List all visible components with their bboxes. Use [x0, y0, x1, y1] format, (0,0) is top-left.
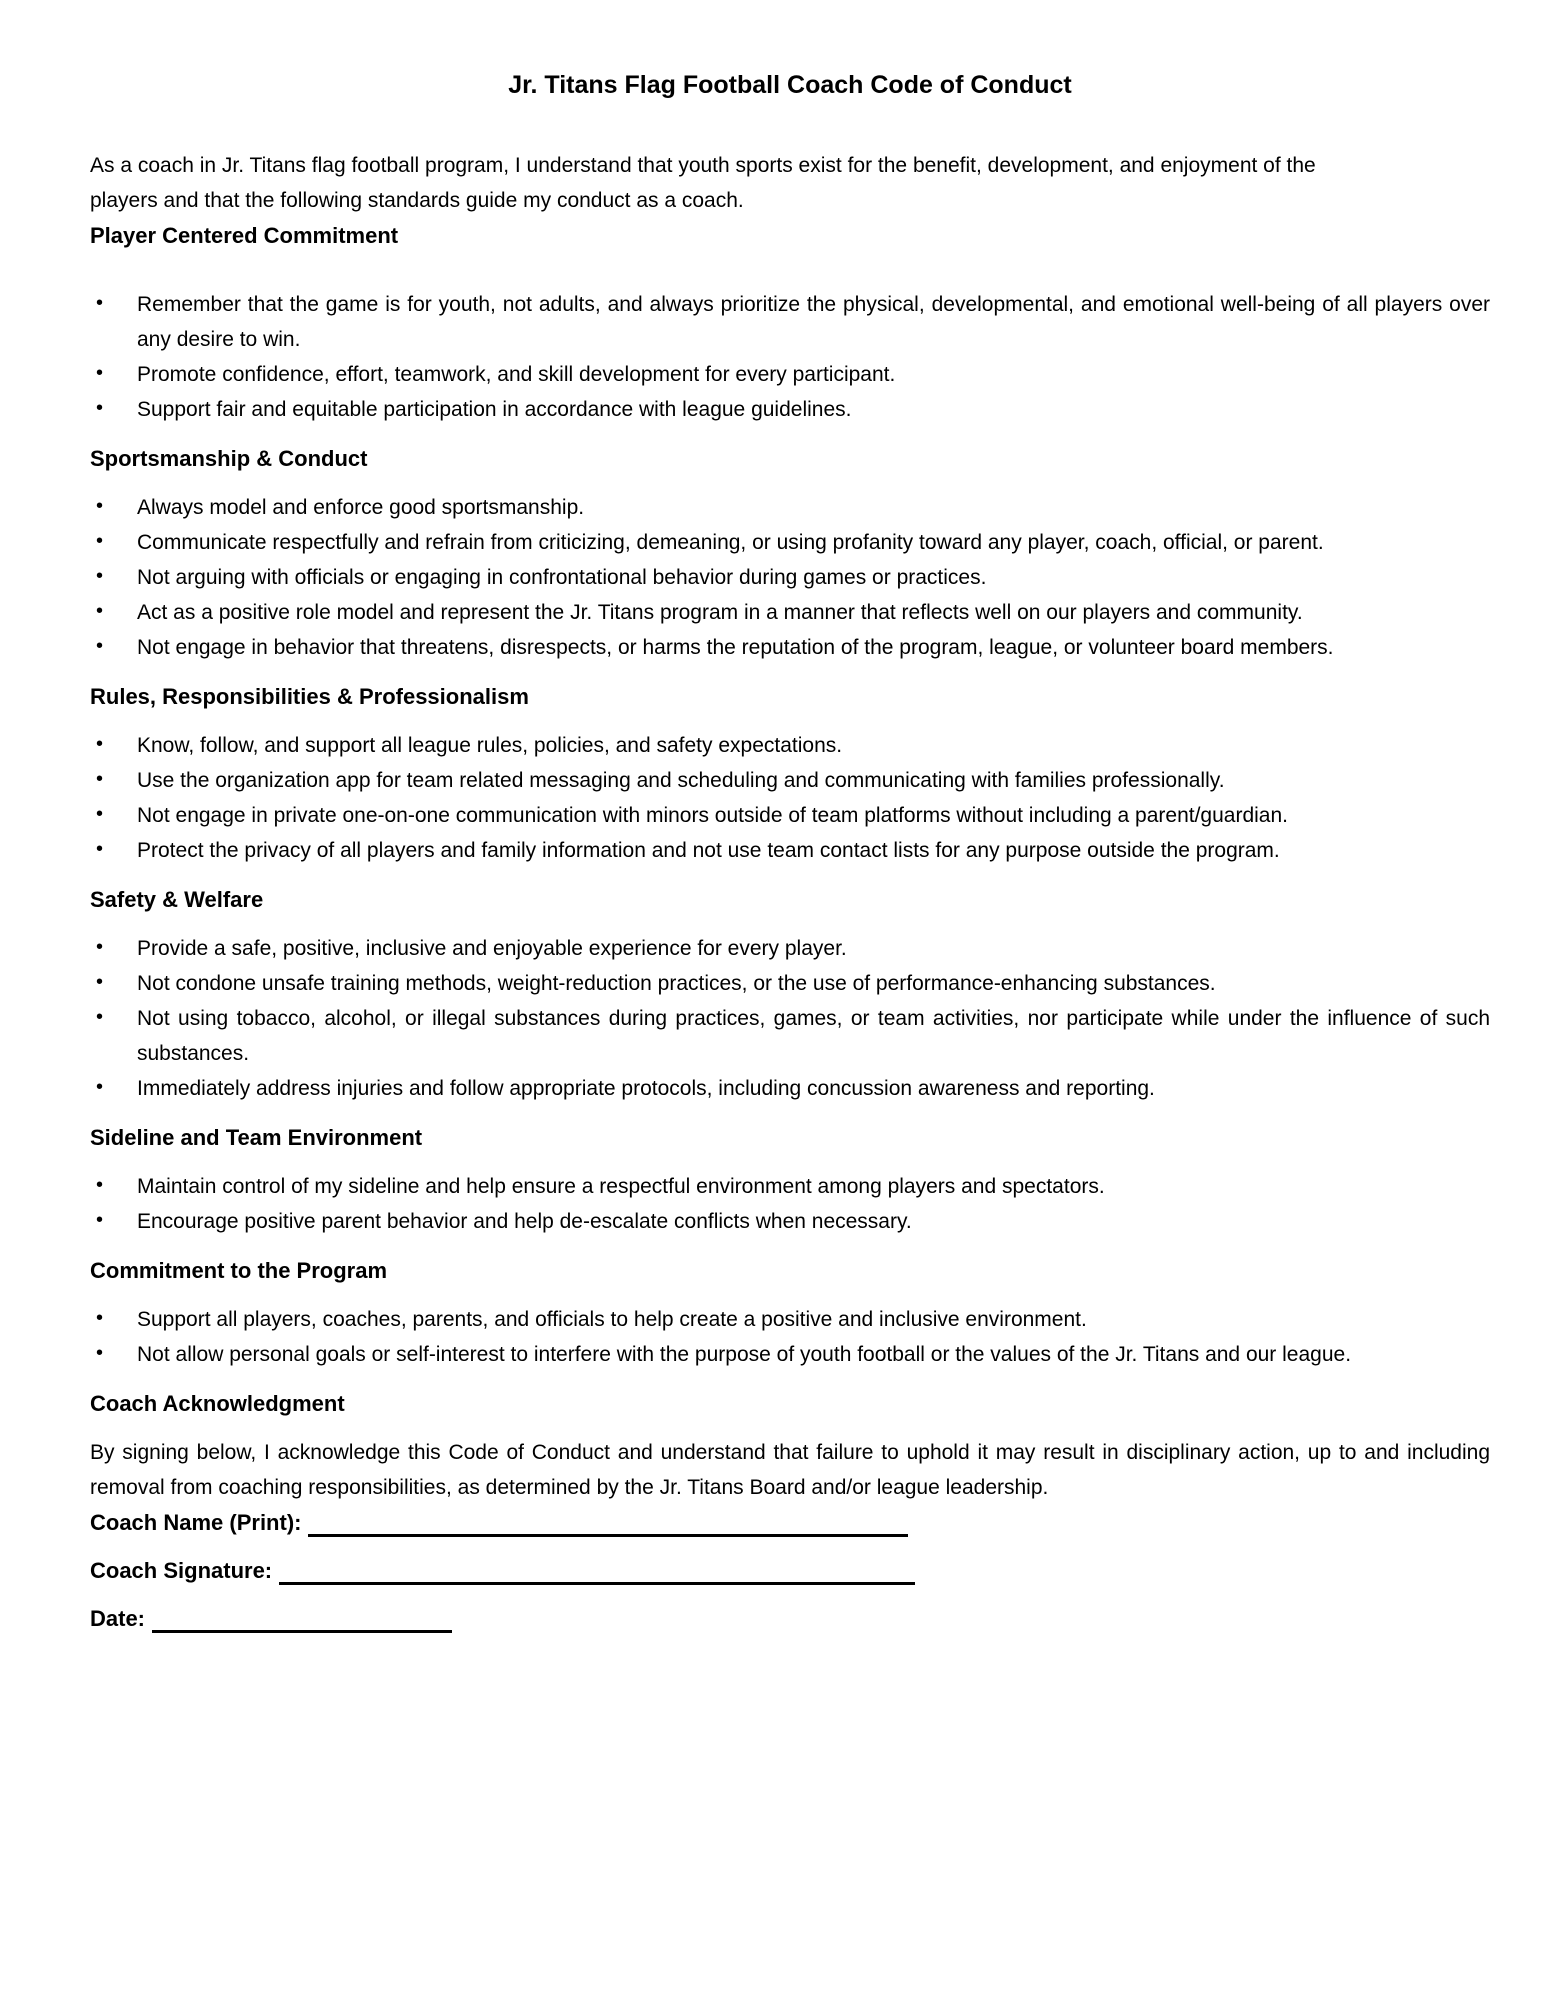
bullet-item: • Not using tobacco, alcohol, or illegal substances during practices, games, or team activities, nor participate while under the influence of such substances. — [90, 1001, 1490, 1071]
section-heading: Safety & Welfare — [90, 887, 264, 912]
bullet-list — [90, 1302, 1490, 1372]
bullet-item: • Remember that the game is for youth, not adults, and always prioritize the physical, developmental, and emotional well-being of all players over any desire to win. — [90, 287, 1490, 357]
signature-block — [90, 1505, 1490, 1636]
bullet-item: • Support all players, coaches, parents, and officials to help create a positive and inclusive environment. — [90, 1302, 1490, 1337]
bullet-item: • Know, follow, and support all league rules, policies, and safety expectations. — [90, 728, 1490, 763]
bullet-item: • Use the organization app for team related messaging and scheduling and communicating with families professionally. — [90, 763, 1490, 798]
bullet-item: • Immediately address injuries and follow appropriate protocols, including concussion awareness and reporting. — [90, 1071, 1490, 1106]
signature-label: Coach Signature: — [90, 1558, 273, 1583]
bullet-item: • Always model and enforce good sportsmanship. — [90, 490, 1490, 525]
intro-paragraph: As a coach in Jr. Titans flag football program, I understand that youth sports exist for the benefit, development, and enjoyment of the players and that the following standards guide my conduct as a coach. — [90, 154, 1316, 212]
section-heading: Rules, Responsibilities & Professionalism — [90, 684, 529, 709]
bullet-list — [90, 1169, 1490, 1239]
bullet-list — [90, 287, 1490, 427]
code-section — [90, 679, 1490, 868]
section-heading: Commitment to the Program — [90, 1258, 388, 1283]
code-section — [90, 441, 1490, 665]
bullet-item: • Not engage in behavior that threatens, disrespects, or harms the reputation of the program, league, or volunteer board members. — [90, 630, 1490, 665]
bullet-item: • Promote confidence, effort, teamwork, and skill development for every participant. — [90, 357, 1490, 392]
signature-row — [90, 1505, 1490, 1540]
acknowledgment-section — [90, 1386, 1490, 1505]
bullet-item: • Provide a safe, positive, inclusive and enjoyable experience for every player. — [90, 931, 1490, 966]
section-heading: Player Centered Commitment — [90, 223, 399, 248]
signature-line[interactable] — [152, 1616, 452, 1633]
acknowledgment-heading: Coach Acknowledgment — [90, 1391, 345, 1416]
bullet-item: • Maintain control of my sideline and help ensure a respectful environment among players and spectators. — [90, 1169, 1490, 1204]
signature-label: Coach Name (Print): — [90, 1510, 302, 1535]
bullet-item: • Not engage in private one-on-one communication with minors outside of team platforms without including a parent/guardian. — [90, 798, 1490, 833]
document-title: Jr. Titans Flag Football Coach Code of Conduct — [508, 71, 1072, 99]
bullet-item: • Support fair and equitable participation in accordance with league guidelines. — [90, 392, 1490, 427]
bullet-item: • Act as a positive role model and represent the Jr. Titans program in a manner that reflects well on our players and community. — [90, 595, 1490, 630]
signature-row — [90, 1601, 1490, 1636]
signature-line[interactable] — [308, 1520, 908, 1537]
bullet-item: • Communicate respectfully and refrain from criticizing, demeaning, or using profanity toward any player, coach, official, or parent. — [90, 525, 1490, 560]
code-section — [90, 882, 1490, 1106]
bullet-item: • Not condone unsafe training methods, weight-reduction practices, or the use of performance-enhancing substances. — [90, 966, 1490, 1001]
sections-container — [90, 218, 1490, 1372]
code-section — [90, 218, 1490, 427]
section-heading: Sideline and Team Environment — [90, 1125, 423, 1150]
code-section — [90, 1120, 1490, 1239]
bullet-list — [90, 490, 1490, 665]
signature-row — [90, 1553, 1490, 1588]
signature-line[interactable] — [279, 1568, 915, 1585]
acknowledgment-paragraph: By signing below, I acknowledge this Code of Conduct and understand that failure to uphold it may result in disciplinary action, up to and including removal from coaching responsibilities, as determined by the Jr. Titans Board and/or league leadership. — [90, 1441, 1490, 1499]
section-heading: Sportsmanship & Conduct — [90, 446, 368, 471]
bullet-list — [90, 728, 1490, 868]
code-section — [90, 1253, 1490, 1372]
signature-label: Date: — [90, 1606, 146, 1631]
bullet-item: • Not allow personal goals or self-interest to interfere with the purpose of youth football or the values of the Jr. Titans and our league. — [90, 1337, 1490, 1372]
bullet-list — [90, 931, 1490, 1106]
bullet-item: • Not arguing with officials or engaging in confrontational behavior during games or practices. — [90, 560, 1490, 595]
bullet-item: • Encourage positive parent behavior and help de-escalate conflicts when necessary. — [90, 1204, 1490, 1239]
bullet-item: • Protect the privacy of all players and family information and not use team contact lists for any purpose outside the program. — [90, 833, 1490, 868]
